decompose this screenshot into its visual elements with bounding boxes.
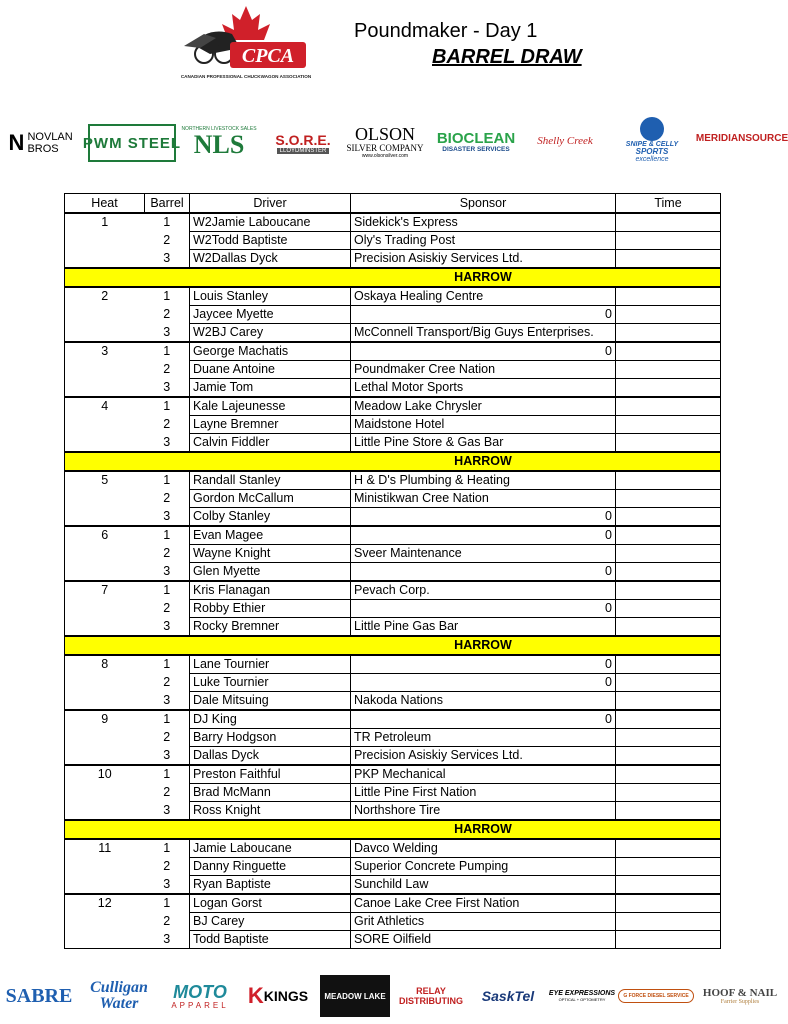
sponsor-cell: Little Pine Store & Gas Bar [351,434,616,453]
heat-cell: 4 [65,397,145,416]
barrel-cell: 1 [145,765,190,784]
heat-cell: 3 [65,342,145,361]
heat-cell [65,858,145,876]
table-row [65,563,721,582]
table-row [65,581,721,600]
relay-logo: RELAY DISTRIBUTING [399,986,463,1006]
time-cell [616,913,721,931]
svg-text:CANADIAN PROFESSIONAL CHUCKWAG: CANADIAN PROFESSIONAL CHUCKWAGON ASSOCIATION [180,74,312,79]
sore-logo: S.O.R.E. LLOYDMINSTER [275,132,331,154]
time-cell [616,232,721,250]
heat-cell [65,379,145,398]
barrel-draw-table [64,193,721,949]
table-row [65,379,721,398]
harrow-label: HARROW [351,636,616,655]
table-row [65,858,721,876]
time-cell [616,213,721,232]
barrel-cell: 1 [145,894,190,913]
barrel-cell: 3 [163,802,171,817]
harrow-cell [65,636,145,655]
table-row [65,434,721,453]
driver-cell: W2Dallas Dyck [190,250,351,269]
time-cell [616,931,721,949]
heat-cell [65,508,145,527]
harrow-cell [616,268,721,287]
barrel-cell: 2 [163,491,171,505]
table-row [65,710,721,729]
time-cell [616,655,721,674]
heat-cell: 5 [65,471,145,490]
column-header-heat: Heat [65,194,145,214]
heat-cell: 8 [65,655,145,674]
driver-cell: Calvin Fiddler [190,434,351,453]
barrel-cell: 2 [163,675,171,689]
time-cell [616,600,721,618]
barrel-cell: 3 [163,563,171,578]
barrel-cell: 2 [163,546,171,560]
table-row [65,490,721,508]
sponsor-cell: Sidekick's Express [351,213,616,232]
table-row [65,250,721,269]
table-header-row [65,194,721,214]
heat-cell [65,306,145,324]
driver-cell: Brad McMann [190,784,351,802]
sponsor-cell: Little Pine First Nation [351,784,616,802]
driver-cell: Jamie Laboucane [190,839,351,858]
barrel-cell: 1 [145,839,190,858]
hoof-nail-logo: HOOF & NAIL Farrier Supplies [702,987,778,1005]
nls-logo: NORTHERN LIVESTOCK SALES NLS [181,126,257,159]
time-cell [616,894,721,913]
heat-cell [65,490,145,508]
sponsor-cell: H & D's Plumbing & Heating [351,471,616,490]
table-row [65,747,721,766]
barrel-cell: 1 [145,655,190,674]
driver-cell: George Machatis [190,342,351,361]
driver-cell: Logan Gorst [190,894,351,913]
time-cell [616,747,721,766]
harrow-row [65,820,721,839]
table-row [65,213,721,232]
sponsor-cell: Nakoda Nations [351,692,616,711]
driver-cell: Danny Ringuette [190,858,351,876]
barrel-cell: 2 [163,730,171,744]
column-header-driver: Driver [190,194,351,214]
time-cell [616,508,721,527]
sponsor-cell: Northshore Tire [351,802,616,821]
driver-cell: Wayne Knight [190,545,351,563]
table-row [65,931,721,949]
barrel-cell: 2 [163,307,171,321]
time-cell [616,674,721,692]
heat-cell [65,250,145,269]
driver-cell: BJ Carey [190,913,351,931]
driver-cell: Preston Faithful [190,765,351,784]
heat-cell [65,361,145,379]
snipe-celly-emblem-icon [640,117,664,141]
barrel-cell: 1 [145,526,190,545]
sponsor-cell: Lethal Motor Sports [351,379,616,398]
harrow-label: HARROW [351,820,616,839]
table-row [65,655,721,674]
sponsor-cell: SORE Oilfield [351,931,616,949]
time-cell [616,342,721,361]
harrow-cell [616,820,721,839]
kings-logo: K KINGS [247,983,309,1008]
harrow-row [65,452,721,471]
barrel-cell: 2 [163,914,171,928]
barrel-cell: 3 [163,618,171,633]
barrel-cell: 1 [145,471,190,490]
driver-cell: Barry Hodgson [190,729,351,747]
table-row [65,471,721,490]
table-row [65,618,721,637]
driver-cell: Glen Myette [190,563,351,582]
sasktel-logo: SaskTel [481,988,535,1004]
time-cell [616,784,721,802]
heat-cell [65,692,145,711]
barrel-cell: 1 [145,342,190,361]
heat-cell [65,324,145,343]
sponsor-cell: 0 [351,600,616,618]
heat-cell: 1 [65,213,145,232]
table-row [65,692,721,711]
table-row [65,306,721,324]
time-cell [616,876,721,895]
time-cell [616,434,721,453]
table-row [65,894,721,913]
table-row [65,526,721,545]
heat-cell: 6 [65,526,145,545]
driver-cell: Colby Stanley [190,508,351,527]
sponsor-cell: Davco Welding [351,839,616,858]
barrel-cell: 3 [163,931,171,946]
heat-cell: 7 [65,581,145,600]
svg-text:CPCA: CPCA [241,45,295,67]
barrel-cell: 1 [145,397,190,416]
heat-cell [65,784,145,802]
heat-cell [65,802,145,821]
sponsor-cell: 0 [351,655,616,674]
sponsor-cell: Grit Athletics [351,913,616,931]
bioclean-logo: BIOCLEAN DISASTER SERVICES [436,130,516,153]
barrel-cell: 2 [163,233,171,247]
time-cell [616,839,721,858]
harrow-cell [190,452,351,471]
driver-cell: Dale Mitsuing [190,692,351,711]
driver-cell: Kris Flanagan [190,581,351,600]
barrel-cell: 3 [163,324,171,339]
heat-cell: 11 [65,839,145,858]
driver-cell: DJ King [190,710,351,729]
heat-cell [65,913,145,931]
shelly-creek-logo: Shelly Creek [537,135,593,147]
eye-expressions-logo: EYE EXPRESSIONS OPTICAL + OPTOMETRY [548,990,616,1002]
time-cell [616,361,721,379]
time-cell [616,379,721,398]
sponsor-cell: 0 [351,508,616,527]
table-row [65,839,721,858]
culligan-logo: Culligan Water [90,979,148,1012]
driver-cell: W2Jamie Laboucane [190,213,351,232]
time-cell [616,287,721,306]
column-header-sponsor: Sponsor [351,194,616,214]
harrow-cell [190,636,351,655]
heat-cell: 12 [65,894,145,913]
heat-cell [65,729,145,747]
olson-silver-logo: OLSON SILVER COMPANY www.olsonsilver.com [346,124,424,159]
table-row [65,674,721,692]
harrow-cell [145,820,190,839]
sponsor-cell: Oskaya Healing Centre [351,287,616,306]
column-header-barrel: Barrel [145,194,190,214]
harrow-label: HARROW [351,452,616,471]
table-row [65,784,721,802]
harrow-cell [65,268,145,287]
barrel-cell: 3 [163,876,171,891]
sponsor-cell: Pevach Corp. [351,581,616,600]
table-row [65,416,721,434]
time-cell [616,692,721,711]
harrow-cell [65,452,145,471]
harrow-cell [190,820,351,839]
table-row [65,802,721,821]
driver-cell: Jaycee Myette [190,306,351,324]
barrel-cell: 3 [163,692,171,707]
novlan-logo: N NOVLAN BROS [8,130,73,155]
heat-cell [65,747,145,766]
barrel-cell: 1 [145,710,190,729]
harrow-cell [145,452,190,471]
meadow-lake-logo: MEADOW LAKE [320,975,390,1017]
table-row [65,232,721,250]
sponsor-cell: Poundmaker Cree Nation [351,361,616,379]
time-cell [616,397,721,416]
heat-cell [65,563,145,582]
driver-cell: Evan Magee [190,526,351,545]
driver-cell: Dallas Dyck [190,747,351,766]
time-cell [616,471,721,490]
heat-cell [65,674,145,692]
time-cell [616,563,721,582]
harrow-cell [190,268,351,287]
table-row [65,729,721,747]
sponsor-cell: Maidstone Hotel [351,416,616,434]
barrel-cell: 1 [145,581,190,600]
driver-cell: Lane Tournier [190,655,351,674]
barrel-cell: 3 [163,508,171,523]
sponsor-cell: 0 [351,306,616,324]
time-cell [616,802,721,821]
time-cell [616,416,721,434]
sponsor-cell: PKP Mechanical [351,765,616,784]
cpca-logo [180,4,312,86]
column-header-time: Time [616,194,721,214]
time-cell [616,858,721,876]
harrow-cell [145,636,190,655]
sponsor-cell: Sunchild Law [351,876,616,895]
sponsor-cell: Meadow Lake Chrysler [351,397,616,416]
table-row [65,913,721,931]
driver-cell: Rocky Bremner [190,618,351,637]
time-cell [616,526,721,545]
time-cell [616,765,721,784]
time-cell [616,618,721,637]
driver-cell: Gordon McCallum [190,490,351,508]
sponsor-cell: Oly's Trading Post [351,232,616,250]
heat-cell [65,416,145,434]
barrel-cell: 3 [163,250,171,265]
sponsor-cell: Little Pine Gas Bar [351,618,616,637]
harrow-row [65,636,721,655]
harrow-cell [616,452,721,471]
time-cell [616,545,721,563]
heat-cell [65,876,145,895]
driver-cell: Todd Baptiste [190,931,351,949]
barrel-cell: 2 [163,362,171,376]
driver-cell: Ross Knight [190,802,351,821]
pwm-steel-logo: PWM STEEL [88,124,176,162]
time-cell [616,581,721,600]
table-row [65,397,721,416]
table-row [65,287,721,306]
barrel-cell: 2 [163,785,171,799]
harrow-row [65,268,721,287]
harrow-cell [145,268,190,287]
sponsor-cell: 0 [351,342,616,361]
heat-cell [65,232,145,250]
driver-cell: Ryan Baptiste [190,876,351,895]
sabre-logo: SABRE [5,984,73,1007]
heat-cell: 2 [65,287,145,306]
table-row [65,765,721,784]
sponsor-cell: 0 [351,563,616,582]
gforce-logo: G FORCE DIESEL SERVICE [620,975,692,1017]
harrow-cell [65,820,145,839]
heat-cell: 10 [65,765,145,784]
table-row [65,600,721,618]
snipe-celly-logo: SNIPE & CELLY SPORTS excellence [618,112,686,168]
sponsor-cell: 0 [351,526,616,545]
table-row [65,545,721,563]
sponsor-cell: Canoe Lake Cree First Nation [351,894,616,913]
sponsor-cell: Precision Asiskiy Services Ltd. [351,250,616,269]
barrel-cell: 3 [163,434,171,449]
heat-cell [65,545,145,563]
time-cell [616,306,721,324]
table-row [65,324,721,343]
barrel-cell: 2 [163,859,171,873]
barrel-cell: 2 [163,601,171,615]
driver-cell: Kale Lajeunesse [190,397,351,416]
heat-cell [65,434,145,453]
time-cell [616,729,721,747]
driver-cell: Luke Tournier [190,674,351,692]
driver-cell: Robby Ethier [190,600,351,618]
driver-cell: Louis Stanley [190,287,351,306]
sponsor-cell: TR Petroleum [351,729,616,747]
harrow-label: HARROW [351,268,616,287]
table-row [65,361,721,379]
barrel-cell: 2 [163,417,171,431]
barrel-cell: 1 [145,213,190,232]
sponsor-cell: McConnell Transport/Big Guys Enterprises. [351,324,616,343]
heat-cell: 9 [65,710,145,729]
sponsor-cell: Ministikwan Cree Nation [351,490,616,508]
driver-cell: Randall Stanley [190,471,351,490]
table-row [65,342,721,361]
driver-cell: W2BJ Carey [190,324,351,343]
table-row [65,508,721,527]
driver-cell: Jamie Tom [190,379,351,398]
sponsor-cell: Superior Concrete Pumping [351,858,616,876]
barrel-cell: 1 [145,287,190,306]
barrel-cell: 3 [163,379,171,394]
sponsor-cell: 0 [351,710,616,729]
table-row [65,876,721,895]
page-subtitle: BARREL DRAW [432,46,582,68]
moto-apparel-logo: MOTO APPAREL [171,981,229,1010]
time-cell [616,490,721,508]
barrel-draw-body [65,213,721,949]
heat-cell [65,600,145,618]
time-cell [616,324,721,343]
meridian-source-logo: MERIDIANSOURCE [695,132,788,144]
harrow-cell [616,636,721,655]
driver-cell: Duane Antoine [190,361,351,379]
sponsor-cell: Precision Asiskiy Services Ltd. [351,747,616,766]
time-cell [616,710,721,729]
driver-cell: Layne Bremner [190,416,351,434]
driver-cell: W2Todd Baptiste [190,232,351,250]
sponsor-cell: 0 [351,674,616,692]
heat-cell [65,618,145,637]
barrel-cell: 3 [163,747,171,762]
time-cell [616,250,721,269]
sponsor-cell: Sveer Maintenance [351,545,616,563]
page-title: Poundmaker - Day 1 [354,20,538,42]
heat-cell [65,931,145,949]
